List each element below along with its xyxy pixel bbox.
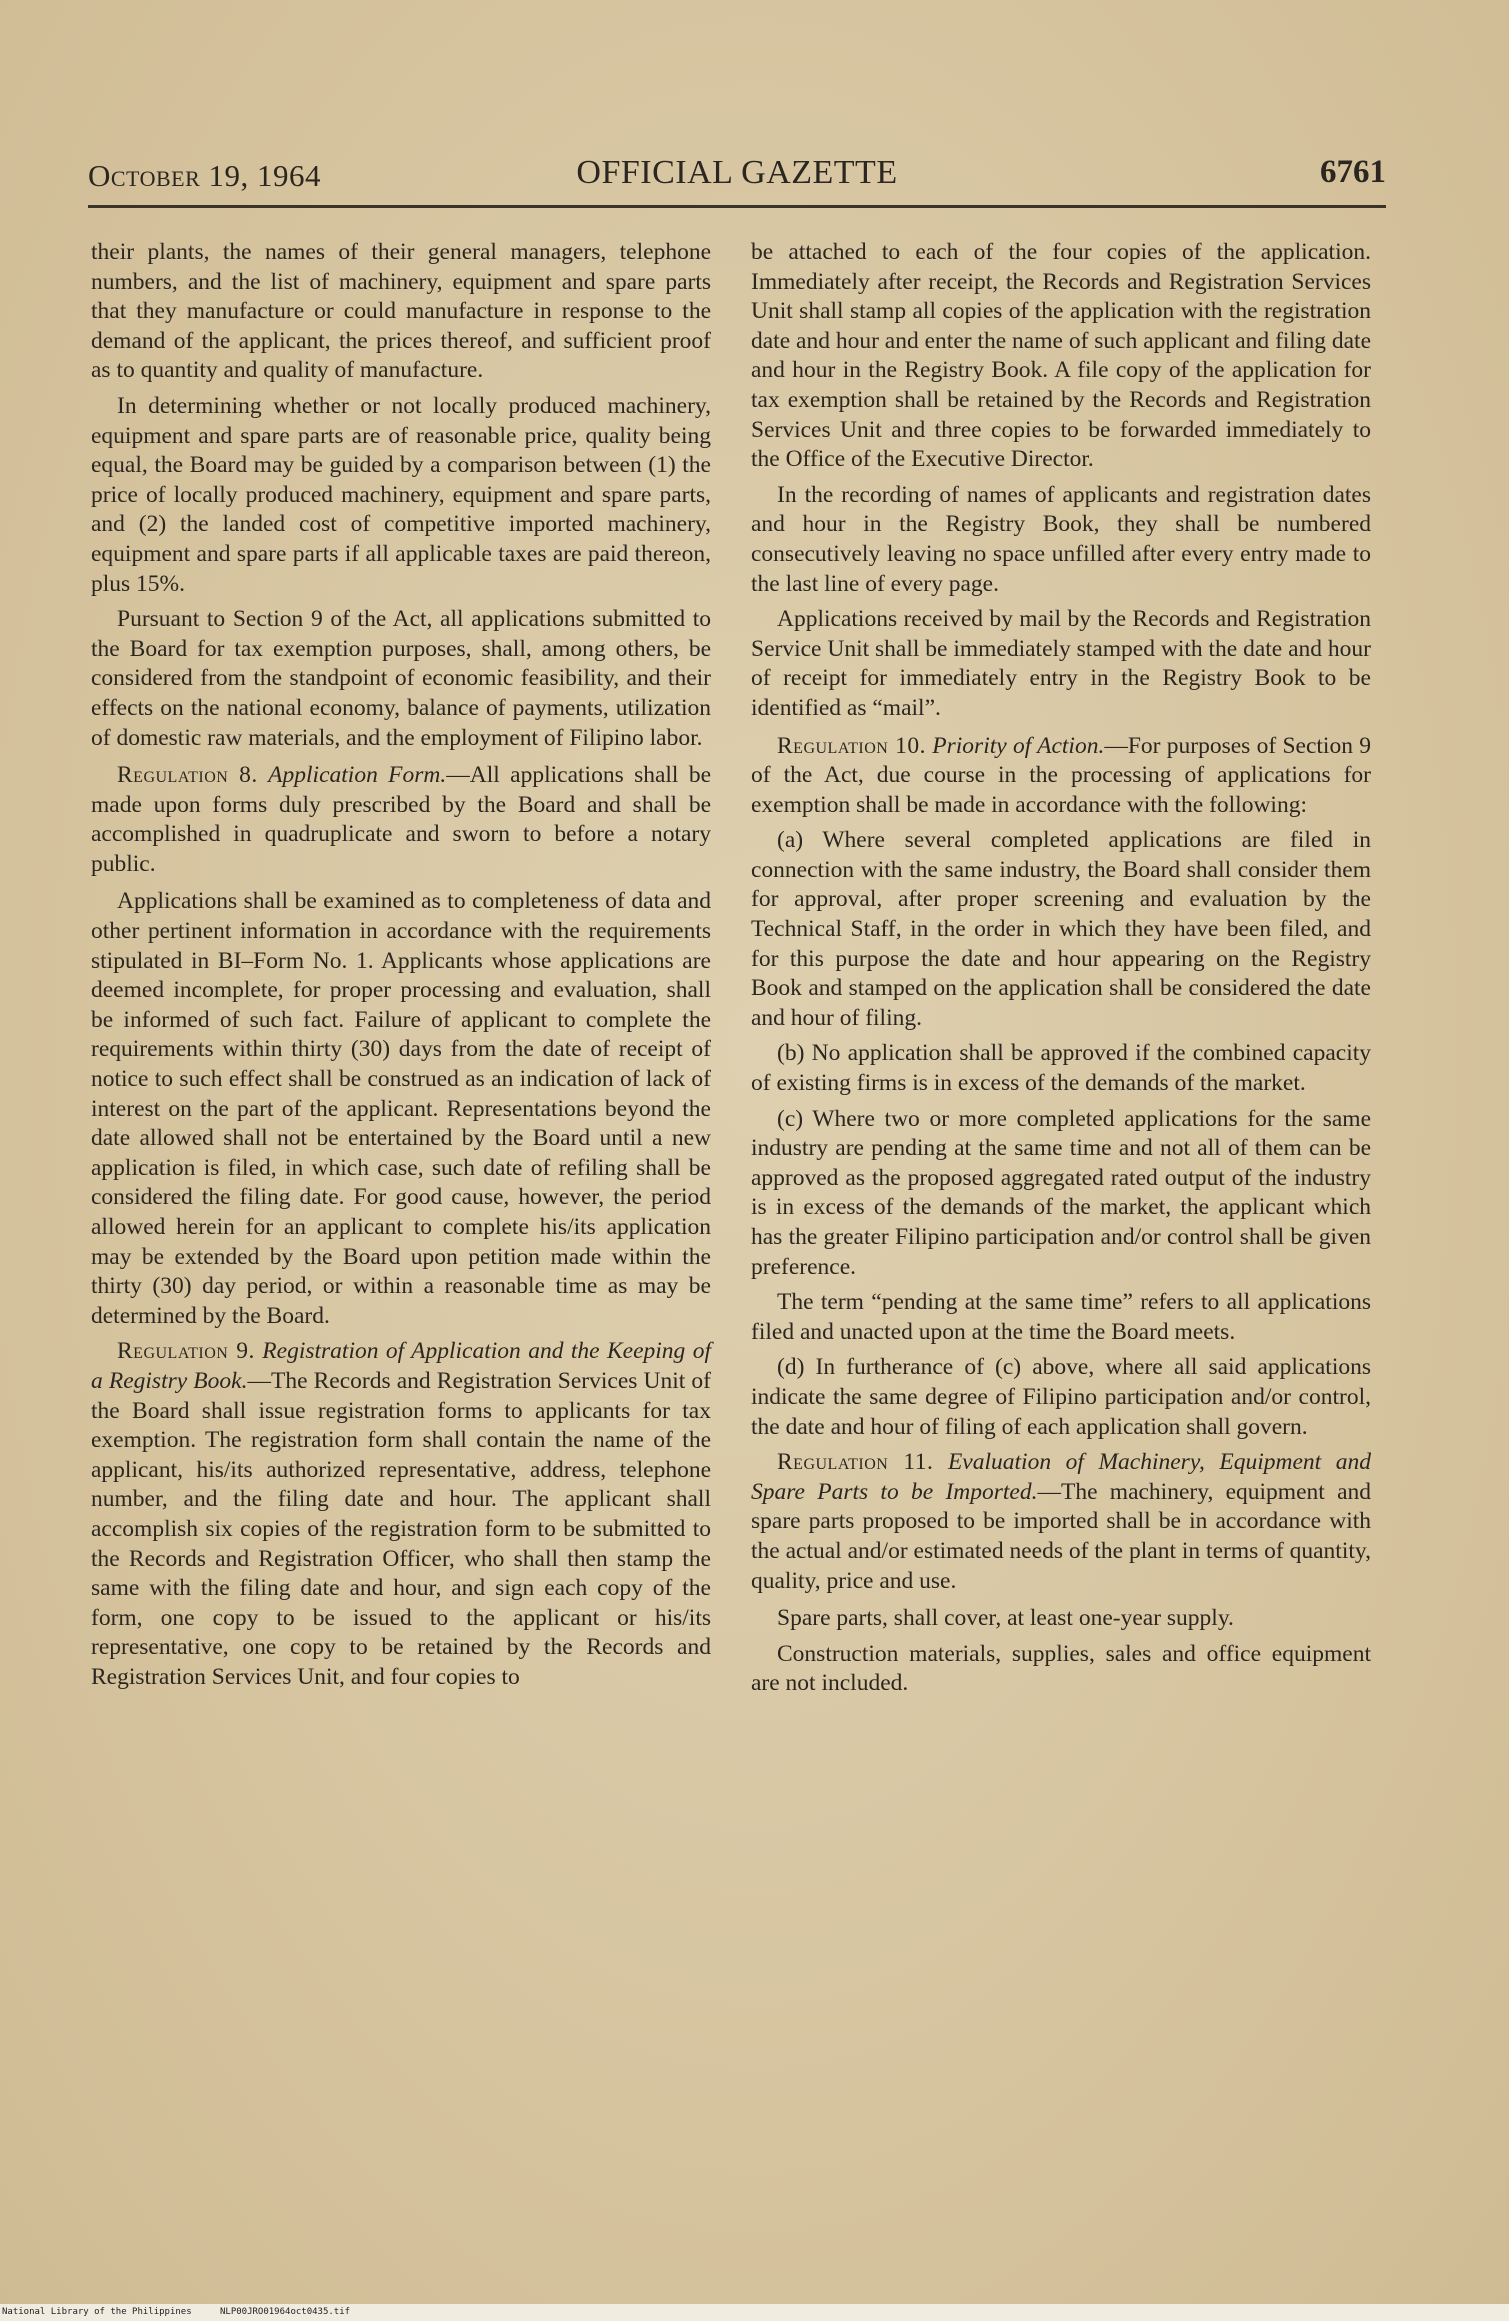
regulation-11-label: Regulation 11. [777,1449,934,1476]
paragraph-mail: Applications received by mail by the Records and Registration Service Unit shall be immediately stamped with the date and hour of receipt for immediately entry in the Registry Book to be identified as “mail”. [751,606,1371,721]
clause-d: (d) In furtherance of (c) above, where all said applications indicate the same degree of Filipino participation and/or control, the date and hour of filing of each application shall govern. [751,1354,1371,1440]
paragraph-continuation-right: be attached to each of the four copies of the application. Immediately after receipt, the Records and Registration Services Unit shall stamp all copies of the application with the registration date and hour and enter the name of such applicant and filing date and hour in the Registry Book. A file copy of the application for tax exemption shall be retained by the Records and Registration Services Unit and three copies to be forwarded immediately to the Office of the Executive Director. [751,239,1371,473]
regulation-11-text: —The machinery, equipment and spare parts proposed to be imported shall be in accordance with the actual and/or estimated needs of the plant in terms of quantity, quality, price and use. [751,1478,1372,1594]
page-header [88,150,1386,196]
right-column [751,238,1371,1705]
clause-c: (c) Where two or more completed applications for the same industry are pending at the same time and not all of them can be approved as the proposed aggregated rated output of the industry is in excess of the demands of the market, the applicant which has the greater Filipino participation and/or control shall be given preference. [751,1105,1371,1280]
page-number: 6761 [1320,154,1386,190]
paragraph-continuation: their plants, the names of their general managers, telephone numbers, and the list of machinery, equipment and spare parts that they manufacture or could manufacture in response to the demand of the applicant, the prices thereof, and sufficient proof as to quantity and quality of manufacture. [91,239,711,384]
regulation-10-text: —For purposes of Section 9 of the Act, due course in the processing of applications for exemption shall be made in accordance with the following: [751,732,1371,818]
paragraph-pending-term: The term “pending at the same time” refers to all applications filed and unacted upon at the time the Board meets. [751,1289,1371,1345]
regulation-11 [751,1448,1371,1596]
header-rule [88,205,1386,208]
regulation-10-title: Priority of Action. [932,732,1105,759]
scan-footer [0,2304,1509,2321]
paragraph-reasonable-price: In determining whether or not locally produced machinery, equipment and spare parts are of reasonable price, quality being equal, the Board may be guided by a comparison between (1) the price of locally produced machinery, equipment and spare parts, and (2) the landed cost of competitive imported machinery, equipment and spare parts if all applicable taxes are paid thereon, plus 15%. [91,392,711,597]
regulation-9-title: Registration of Application and the Keeping of a Registry Book. [91,1338,711,1394]
clause-a: (a) Where several completed applications are filed in connection with the same industry, the Board shall consider them for approval, after proper screening and evaluation by the Technical Staff, in the order in which they have been filed, and for this purpose the date and hour appearing on the Registry Book and stamped on the application shall be considered the date and hour of filing. [751,827,1371,1031]
paragraph-construction: Construction materials, supplies, sales and office equipment are not included. [751,1640,1371,1697]
issue-date: October 19, 1964 [88,158,322,193]
regulation-8-title: Application Form. [268,762,447,789]
paragraph-spare-parts: Spare parts, shall cover, at least one-year supply. [777,1605,1234,1632]
regulation-10-label: Regulation 10. [777,732,926,759]
regulation-8 [91,761,711,879]
file-id: NLP00JRO01964oct0435.tif [220,2307,351,2317]
publication-title: OFFICIAL GAZETTE [576,154,898,191]
regulation-9 [91,1337,711,1692]
paragraph-section-9: Pursuant to Section 9 of the Act, all applications submitted to the Board for tax exemption purposes, shall, among others, be considered from the standpoint of economic feasibility, and their effects on the national economy, balance of payments, utilization of domestic raw materials, and the employment of Filipino labor. [91,606,711,751]
library-credit: National Library of the Philippines [2,2307,192,2317]
regulation-9-label: Regulation 9. [117,1338,255,1365]
regulation-8-label: Regulation 8. [117,762,258,789]
regulation-8-text: —All applications shall be made upon forms duly prescribed by the Board and shall be accomplished in quadruplicate and sworn to before a notary public. [91,762,711,877]
paragraph-recording: In the recording of names of applicants and registration dates and hour in the Registry Book, they shall be numbered consecutively leaving no space unfilled after every entry made to the last line of every page. [751,481,1371,597]
regulation-9-text: —The Records and Registration Services Unit of the Board shall issue registration forms to applicants for tax exemption. The registration form shall contain the name of the applicant, his/its authorized representative, address, telephone number, and the filing date and hour. The applicant shall accomplish six copies of the registration form to be submitted to the Records and Registration Officer, who shall then stamp the same with the filing date and hour, and sign each copy of the form, one copy to be issued to the applicant or his/its representative, one copy to be retained by the Records and Registration Services Unit, and four copies to [91,1367,711,1690]
regulation-10 [751,732,1371,821]
clause-b: (b) No application shall be approved if the combined capacity of existing firms is in excess of the demands of the market. [751,1040,1371,1097]
left-column [91,238,711,1699]
regulation-11-title: Evaluation of Machinery, Equipment and Spare Parts to be Imported. [751,1449,1372,1505]
paragraph-completeness: Applications shall be examined as to completeness of data and other pertinent information in accordance with the requirements stipulated in BI–Form No. 1. Applicants whose applications are deemed incomplete, for proper processing and evaluation, shall be informed of such fact. Failure of applicant to complete the requirements within thirty (30) days from the date of receipt of notice to such effect shall be construed as an indication of lack of interest on the part of the applicant. Representations beyond the date allowed shall not be entertained by the Board until a new application is filed, in which case, such date of refiling shall be considered the filing date. For good cause, however, the period allowed herein for an applicant to complete his/its application may be extended by the Board upon petition made within the thirty (30) day period, or within a reasonable time as may be determined by the Board. [91,888,711,1329]
